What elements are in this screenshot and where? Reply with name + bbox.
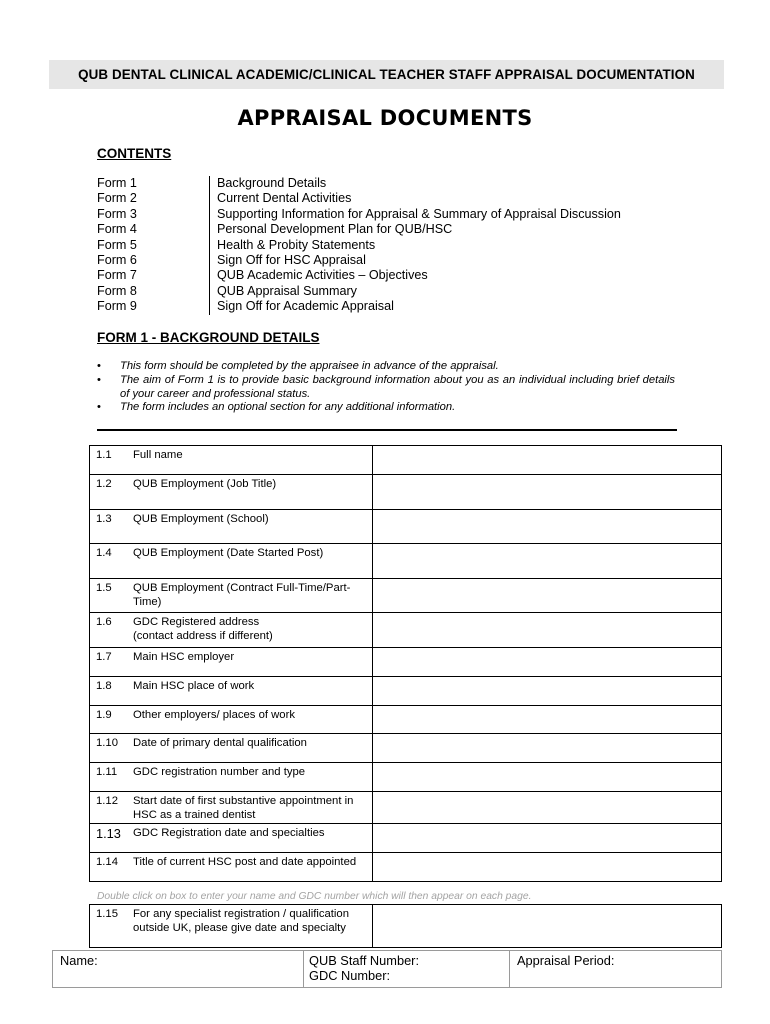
form-number: Form 2 — [97, 191, 137, 206]
job-title-input[interactable] — [373, 475, 722, 510]
table-row — [90, 510, 722, 544]
field-number: 1.2 — [96, 478, 112, 490]
field-label-text: QUB Employment (Date Started Post) — [133, 547, 324, 559]
field-label-text: Main HSC place of work — [133, 680, 255, 692]
field-label-text: Start date of first substantive appointment in HSC as a trained dentist — [133, 795, 354, 821]
field-number: 1.9 — [96, 709, 112, 721]
appraisal-period-label: Appraisal Period: — [517, 953, 615, 968]
contract-input[interactable] — [373, 579, 722, 613]
table-row — [90, 677, 722, 706]
field-label — [90, 579, 373, 613]
field-number: 1.6 — [96, 616, 112, 628]
field-label-text: GDC registration number and type — [133, 766, 306, 778]
page-footer — [52, 950, 722, 988]
name-field[interactable] — [53, 951, 304, 988]
field-label — [90, 648, 373, 677]
contents-item — [97, 207, 621, 222]
field-label-text: QUB Employment (School) — [133, 513, 269, 525]
school-input[interactable] — [373, 510, 722, 544]
contents-item — [97, 299, 621, 314]
gdc-address-input[interactable] — [373, 613, 722, 648]
specialist-registration-table — [89, 904, 722, 948]
field-label-text: Date of primary dental qualification — [133, 737, 307, 749]
field-label — [90, 852, 373, 881]
field-label — [90, 734, 373, 763]
first-appointment-input[interactable] — [373, 792, 722, 824]
field-label — [90, 905, 373, 948]
form-number: Form 8 — [97, 283, 137, 298]
table-row — [90, 823, 722, 852]
field-number: 1.3 — [96, 513, 112, 525]
table-row — [90, 613, 722, 648]
hsc-place-input[interactable] — [373, 677, 722, 706]
field-number: 1.7 — [96, 651, 112, 663]
form-number: Form 1 — [97, 176, 137, 190]
form-description: Supporting Information for Appraisal & Summary of Appraisal Discussion — [209, 207, 621, 222]
contents-item — [97, 284, 621, 299]
table-row — [90, 579, 722, 613]
field-label-text: QUB Employment (Contract Full-Time/Part-Time) — [133, 582, 351, 608]
full-name-input[interactable] — [373, 446, 722, 475]
field-label-text: GDC Registered address (contact address if different) — [133, 616, 273, 642]
field-number: 1.15 — [96, 908, 118, 920]
field-label-text: QUB Employment (Job Title) — [133, 478, 277, 490]
instruction-item: • The aim of Form 1 is to provide basic background information about you as an individual including brief details of your career and professional status. — [97, 374, 675, 402]
table-row — [90, 792, 722, 824]
date-started-input[interactable] — [373, 544, 722, 579]
form-number: Form 3 — [97, 206, 137, 221]
staff-number-field[interactable] — [304, 951, 510, 988]
instruction-item: • The form includes an optional section for any additional information. — [97, 401, 675, 415]
field-number: 1.13 — [96, 825, 121, 841]
form-number: Form 7 — [97, 268, 137, 283]
form-description: Sign Off for HSC Appraisal — [209, 253, 366, 268]
divider — [97, 429, 677, 431]
field-label — [90, 706, 373, 734]
document-banner: QUB DENTAL CLINICAL ACADEMIC/CLINICAL TEACHER STAFF APPRAISAL DOCUMENTATION — [49, 60, 724, 89]
field-label-text: Other employers/ places of work — [133, 709, 295, 721]
contents-item — [97, 268, 621, 283]
field-label-text: Title of current HSC post and date appointed — [133, 855, 357, 868]
form1-heading: FORM 1 - BACKGROUND DETAILS — [97, 330, 320, 345]
form-description: Personal Development Plan for QUB/HSC — [209, 222, 452, 237]
field-label — [90, 544, 373, 579]
contents-item — [97, 222, 621, 237]
field-number: 1.5 — [96, 582, 112, 594]
form-number: Form 9 — [97, 299, 137, 314]
field-number: 1.11 — [96, 766, 118, 778]
current-post-input[interactable] — [373, 852, 722, 881]
field-label — [90, 475, 373, 510]
contents-list — [97, 176, 621, 315]
table-row — [90, 734, 722, 763]
field-label — [90, 510, 373, 544]
form-description: Current Dental Activities — [209, 191, 351, 206]
table-row — [90, 648, 722, 677]
field-number: 1.14 — [96, 855, 118, 868]
table-row — [90, 544, 722, 579]
field-label — [90, 823, 373, 852]
field-label — [90, 792, 373, 824]
contents-item — [97, 176, 621, 191]
contents-item — [97, 238, 621, 253]
contents-item — [97, 191, 621, 206]
contents-item — [97, 253, 621, 268]
field-label — [90, 446, 373, 475]
appraisal-period-field[interactable] — [510, 951, 722, 988]
field-label — [90, 677, 373, 706]
page-title: APPRAISAL DOCUMENTS — [237, 106, 533, 130]
table-row — [90, 905, 722, 948]
specialties-input[interactable] — [373, 823, 722, 852]
staff-number-label: QUB Staff Number: — [309, 953, 419, 968]
field-label — [90, 613, 373, 648]
field-number: 1.4 — [96, 547, 112, 559]
field-number: 1.8 — [96, 680, 112, 692]
table-row — [90, 446, 722, 475]
field-label-text: Full name — [133, 449, 183, 461]
table-row — [90, 852, 722, 881]
field-number: 1.1 — [96, 449, 112, 461]
instruction-item: • This form should be completed by the appraisee in advance of the appraisal. — [97, 360, 675, 374]
form-number: Form 6 — [97, 252, 137, 267]
name-label: Name: — [60, 953, 98, 968]
footer-row — [53, 951, 722, 988]
background-details-table — [89, 445, 722, 882]
other-employers-input[interactable] — [373, 706, 722, 734]
form-number: Form 4 — [97, 222, 137, 237]
form-number: Form 5 — [97, 237, 137, 252]
form-description: Background Details — [209, 176, 326, 191]
field-label — [90, 763, 373, 792]
gdc-registration-input[interactable] — [373, 763, 722, 792]
hsc-employer-input[interactable] — [373, 648, 722, 677]
field-label-text: GDC Registration date and specialties — [133, 826, 325, 839]
contents-heading: CONTENTS — [97, 146, 172, 161]
field-label-text: Main HSC employer — [133, 651, 235, 663]
table-row — [90, 763, 722, 792]
form-description: QUB Academic Activities – Objectives — [209, 268, 428, 283]
form1-instructions — [97, 360, 675, 415]
table-row — [90, 475, 722, 510]
form-description: QUB Appraisal Summary — [209, 284, 357, 299]
qualification-date-input[interactable] — [373, 734, 722, 763]
table-row — [90, 706, 722, 734]
field-label-text: For any specialist registration / qualification outside UK, please give date and specialty — [133, 908, 349, 934]
field-number: 1.10 — [96, 737, 118, 749]
field-number: 1.12 — [96, 795, 118, 807]
specialist-registration-input[interactable] — [373, 905, 722, 948]
gdc-number-label: GDC Number: — [309, 968, 391, 983]
form-description: Health & Probity Statements — [209, 238, 375, 253]
instruction-note: Double click on box to enter your name and GDC number which will then appear on each page. — [97, 891, 532, 902]
form-description: Sign Off for Academic Appraisal — [209, 299, 394, 314]
